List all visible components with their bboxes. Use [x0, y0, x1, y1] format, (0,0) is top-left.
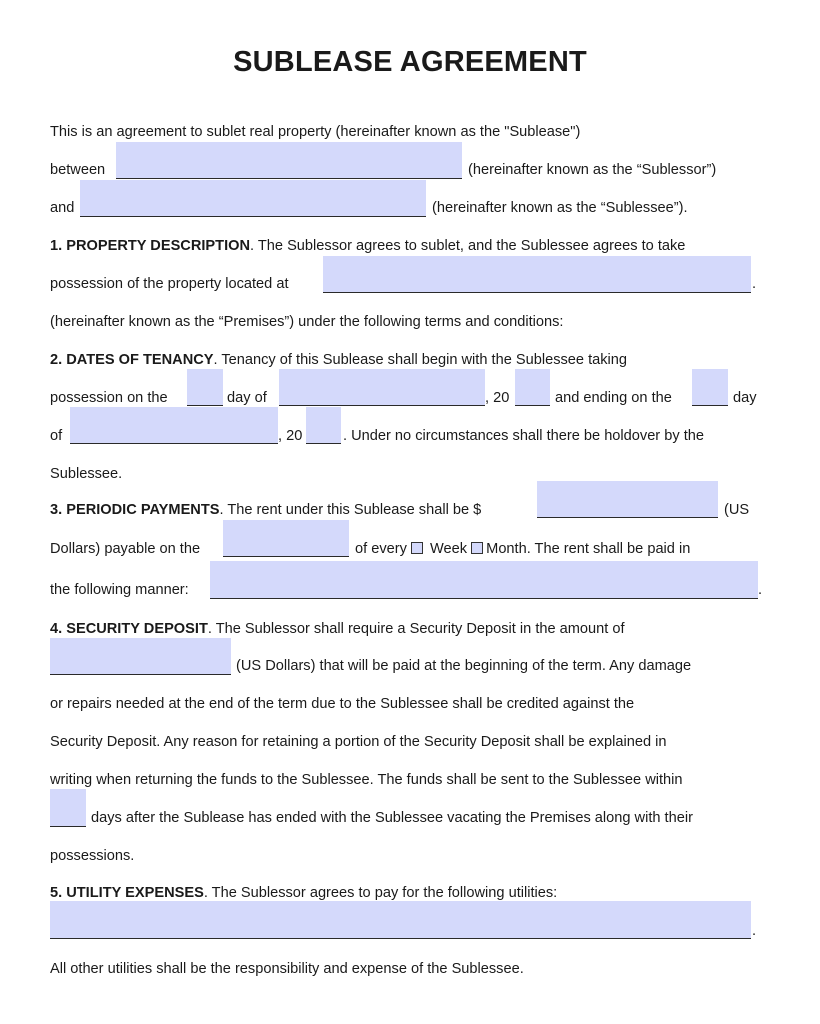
section4-line7: possessions.	[50, 848, 135, 864]
us-dollars-text: (US Dollars) that will be paid at the beginning of the term. Any damage	[236, 658, 692, 674]
sublessee-suffix: (hereinafter known as the “Sublessee”).	[432, 200, 688, 216]
start-day-underline	[187, 405, 223, 406]
sublessee-end-text: Sublessee.	[50, 466, 123, 482]
payment-due-underline	[223, 556, 349, 557]
day-label: day	[733, 390, 757, 406]
start-month-underline	[279, 405, 485, 406]
sublessee-name-field[interactable]	[80, 180, 426, 216]
week-label: Week	[430, 541, 468, 557]
section2-heading: 2. DATES OF TENANCY	[50, 352, 214, 368]
end-month-underline	[70, 443, 278, 444]
address-underline	[323, 292, 751, 293]
section2-text1: . Tenancy of this Sublease shall begin with the Sublessee taking	[213, 352, 628, 368]
rent-underline	[537, 517, 718, 518]
month-checkbox[interactable]	[471, 542, 483, 554]
frequency-options	[355, 538, 690, 560]
start-year-field[interactable]	[515, 369, 550, 405]
sublessor-suffix: (hereinafter known as the “Sublessor”)	[468, 162, 717, 178]
utilities-field[interactable]	[50, 901, 751, 938]
section4-heading: 4. SECURITY DEPOSIT	[50, 621, 208, 637]
day-of-label: day of	[227, 390, 267, 406]
and-label: and	[50, 200, 75, 216]
section1-text1: . The Sublessor agrees to sublet, and the Sublessee agrees to take	[250, 238, 686, 254]
section1-text3: (hereinafter known as the “Premises”) under the following terms and conditions:	[50, 314, 564, 330]
deposit-amount-field[interactable]	[50, 638, 231, 674]
payment-due-field[interactable]	[223, 520, 349, 556]
sublessor-name-field[interactable]	[116, 142, 462, 178]
end-year-underline	[306, 443, 341, 444]
comma-20b-label: , 20	[278, 428, 303, 444]
return-days-field[interactable]	[50, 789, 86, 826]
section4-line3: or repairs needed at the end of the term due to the Sublessee shall be credited against the	[50, 696, 635, 712]
start-month-field[interactable]	[279, 369, 485, 405]
section4-line5: writing when returning the funds to the Sublessee. The funds shall be sent to the Sublessee within	[50, 772, 683, 788]
section3-heading: 3. PERIODIC PAYMENTS	[50, 502, 220, 518]
section1-text2-end: .	[752, 276, 757, 292]
section2-line1	[50, 349, 627, 371]
payment-manner-underline	[210, 598, 758, 599]
section5-end: .	[752, 923, 757, 939]
section4-line1	[50, 618, 625, 640]
section5-heading: 5. UTILITY EXPENSES	[50, 885, 204, 901]
property-address-field[interactable]	[323, 256, 751, 292]
of-every-label: of every	[355, 541, 407, 557]
us-label: (US	[724, 502, 750, 518]
section4-line6: days after the Sublease has ended with the Sublessee vacating the Premises along with their	[91, 810, 693, 826]
end-day-underline	[692, 405, 728, 406]
week-checkbox[interactable]	[411, 542, 423, 554]
return-days-underline	[50, 826, 86, 827]
comma-20-label: , 20	[485, 390, 510, 406]
and-ending-label: and ending on the	[555, 390, 672, 406]
following-manner-label: the following manner:	[50, 582, 189, 598]
utilities-underline	[50, 938, 751, 939]
section4-text1: . The Sublessor shall require a Security Deposit in the amount of	[207, 621, 625, 637]
section3-end: .	[758, 582, 763, 598]
sublessor-underline	[116, 178, 462, 179]
start-year-underline	[515, 405, 550, 406]
section1-text2: possession of the property located at	[50, 276, 289, 292]
end-day-field[interactable]	[692, 369, 728, 405]
section3-line1	[50, 499, 481, 521]
rent-amount-field[interactable]	[537, 481, 718, 517]
section4-line4: Security Deposit. Any reason for retaining a portion of the Security Deposit shall be explained in	[50, 734, 667, 750]
section1-heading: 1. PROPERTY DESCRIPTION	[50, 238, 251, 254]
end-month-field[interactable]	[70, 407, 278, 443]
dollars-payable-label: Dollars) payable on the	[50, 541, 201, 557]
intro-line: This is an agreement to sublet real property (hereinafter known as the "Sublease")	[50, 124, 581, 140]
deposit-underline	[50, 674, 231, 675]
sublessee-underline	[80, 216, 426, 217]
payment-manner-field[interactable]	[210, 561, 758, 598]
start-day-field[interactable]	[187, 369, 223, 405]
section5-text1: . The Sublessor agrees to pay for the following utilities:	[203, 885, 558, 901]
of-label: of	[50, 428, 63, 444]
end-year-field[interactable]	[306, 407, 341, 443]
holdover-text: . Under no circumstances shall there be holdover by the	[343, 428, 704, 444]
other-utilities-text: All other utilities shall be the responsibility and expense of the Sublessee.	[50, 961, 524, 977]
month-label: Month. The rent shall be paid in	[486, 541, 691, 557]
possession-on-the-label: possession on the	[50, 390, 168, 406]
between-label: between	[50, 162, 106, 178]
section3-text1: . The rent under this Sublease shall be $	[219, 502, 482, 518]
document-title: SUBLEASE AGREEMENT	[233, 46, 587, 78]
section1-line1	[50, 235, 685, 257]
